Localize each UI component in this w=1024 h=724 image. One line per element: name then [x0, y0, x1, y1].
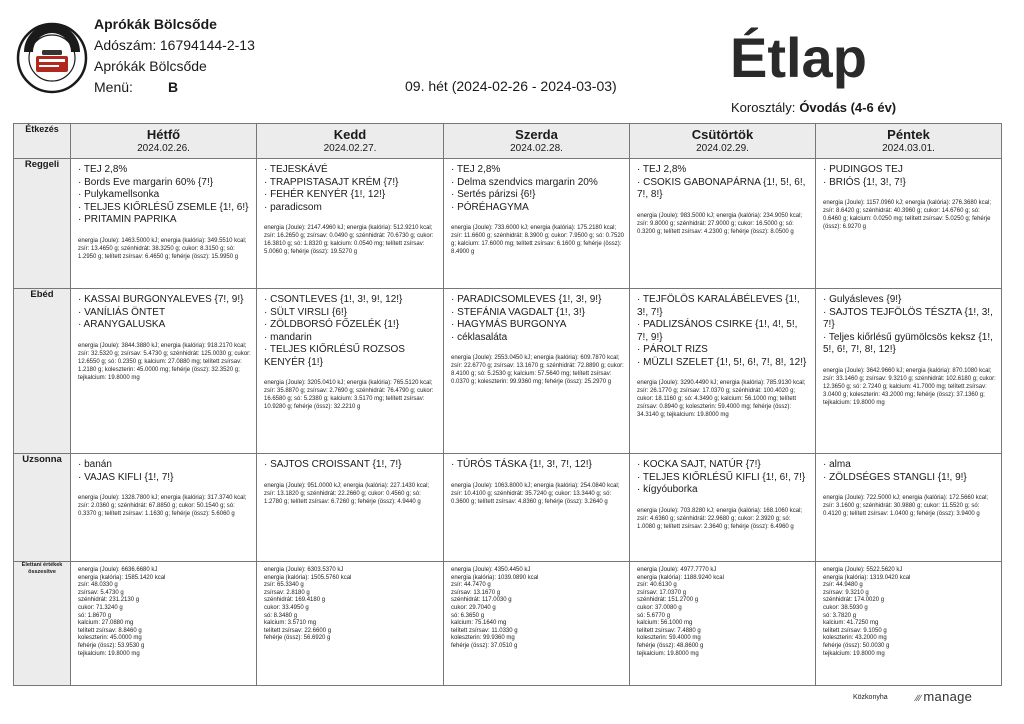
menu-item: · VANÍLIÁS ÖNTET: [78, 306, 166, 318]
summary-line: kalcium: 75.1640 mg: [451, 620, 507, 627]
summary-line: cukor: 33.4950 g: [264, 604, 309, 611]
footer-brand-label: manage: [923, 689, 973, 704]
menu-item: · banán: [78, 459, 112, 470]
menu-cell: [257, 159, 444, 289]
column-header-day: [444, 124, 630, 159]
summary-line: energia (kalória): 1188.9240 kcal: [637, 574, 724, 581]
day-date: 2024.03.01.: [882, 143, 935, 154]
column-header-day: [630, 124, 816, 159]
menu-item: · PÁROLT RIZS: [637, 344, 708, 355]
summary-line: kalcium: 56.1000 mg: [637, 620, 693, 627]
column-header-meal: Étkezés: [14, 124, 71, 159]
summary-line: cukor: 38.5930 g: [823, 604, 868, 611]
age-group: [731, 100, 896, 115]
menu-item: · TEJ 2,8%: [78, 164, 128, 175]
footer-left: Közkonyha: [853, 694, 888, 701]
menu-item: · FEHÉR KENYÉR {1!, 12!}: [264, 189, 386, 200]
menu-item: · CSOKIS GABONAPÁRNA {1!, 5!, 6!, 7!, 8!}: [637, 176, 806, 200]
summary-line: energia (kalória): 1319.0420 kcal: [823, 574, 911, 581]
summary-line: energia (Joule): 6636.6680 kJ: [78, 567, 158, 573]
nutrition-info: energia (Joule): 703.8280 kJ; energia (kalória): 168.1060 kcal; zsír: 4.6360 g; szénhidrát: 22.9680 g; cukor: 2.3920 g; só: 1.0080 g; telített zsírsav: 2.3640 g; fehérje (össz): 6.4960 g: [637, 507, 803, 530]
menu-cell: [444, 454, 630, 562]
summary-line: telített zsírsav: 22.6600 g: [264, 627, 332, 634]
summary-line: koleszterin: 45.0000 mg: [78, 635, 142, 642]
summary-line: zsírsav: 5.4730 g: [78, 589, 124, 596]
week-range: 09. hét (2024-02-26 - 2024-03-03): [405, 78, 617, 94]
summary-cell: [630, 562, 816, 686]
age-value: Óvodás (4-6 év): [799, 100, 897, 115]
menu-cell: [444, 159, 630, 289]
menu-item: · TÚRÓS TÁSKA {1!, 3!, 7!, 12!}: [451, 459, 592, 470]
menu-value: B: [168, 79, 179, 95]
menu-item: · SÜLT VIRSLI {6!}: [264, 306, 348, 318]
summary-line: zsírsav: 2.8180 g: [264, 589, 310, 596]
menu-item: · Teljes kiőrlésű gyümölcsös keksz {1!, 5!, 6!, 7!, 8!, 12!}: [823, 331, 993, 355]
table-row: [14, 454, 1002, 562]
menu-table: [13, 123, 1002, 686]
menu-item: · TELJES KIŐRLÉSŰ ZSEMLE {1!, 6!}: [78, 201, 249, 213]
summary-line: telített zsírsav: 7.4880 g: [637, 627, 701, 634]
summary-line: tejkalcium: 19.8000 mg: [637, 650, 699, 657]
organization-block: [94, 14, 414, 98]
summary-label: Élettani értékek összesítve: [14, 562, 71, 686]
menu-cell: [257, 454, 444, 562]
summary-line: kalcium: 27.0880 mg: [78, 620, 134, 627]
menu-item: · mandarin: [264, 331, 312, 343]
summary-cell: [444, 562, 630, 686]
day-date: 2024.02.26.: [137, 143, 190, 154]
summary-line: fehérje (össz): 56.6920 g: [264, 635, 331, 642]
summary-line: zsírsav: 13.1670 g: [451, 589, 501, 596]
menu-item: · PADLIZSÁNOS CSIRKE {1!, 4!, 5!, 7!, 9!}: [637, 319, 798, 343]
menu-item: · céklasaláta: [451, 331, 508, 343]
nutrition-info: energia (Joule): 3205.0410 kJ; energia (kalória): 765.5120 kcal; zsír: 35.8870 g; zsírsav: 2.7690 g; szénhidrát: 76.4790 g; cukor: 16.6580 g; só: 5.2380 g; kalcium: 3.5170 mg; telített zsírsav: 10.9280 g; fehérje (össz): 32.2210 g: [264, 380, 434, 410]
menu-cell: [816, 454, 1002, 562]
summary-line: telített zsírsav: 9.1050 g: [823, 627, 887, 634]
menu-cell: [630, 159, 816, 289]
summary-line: só: 6.3650 g: [451, 612, 485, 619]
org-name-secondary: Aprókák Bölcsőde: [94, 58, 207, 74]
menu-item: · ARANYGALUSKA: [78, 319, 166, 330]
day-name: Péntek: [887, 127, 930, 142]
nutrition-info: energia (Joule): 3844.3880 kJ; energia (kalória): 918.2170 kcal; zsír: 32.5320 g; zsírsav: 5.4730 g; szénhidrát: 125.0030 g; cukor: 12.6550 g; só: 0.2350 g; kalcium: 27.0880 mg; telített zsírsav: 1.2180 g; koleszterin: 45.0000 mg; fehérje (össz): 32.3520 g; tejkalcium: 19.8000 mg: [78, 342, 251, 381]
day-date: 2024.02.28.: [510, 143, 563, 154]
age-label: Korosztály:: [731, 100, 796, 115]
menu-item: · TEJ 2,8%: [451, 164, 501, 175]
menu-cell: [816, 159, 1002, 289]
summary-line: energia (Joule): 4350.4450 kJ: [451, 567, 531, 573]
day-name: Hétfő: [146, 127, 181, 142]
summary-line: energia (Joule): 4977.7770 kJ: [637, 567, 717, 573]
nutrition-info: energia (Joule): 1328.7800 kJ; energia (kalória): 317.3740 kcal; zsír: 2.0360 g; szénhidrát: 67.8850 g; cukor: 50.1540 g; só: 0.3370 g; telített zsírsav: 1.1630 g; fehérje (össz): 5.6060 g: [78, 495, 247, 517]
menu-item: · Pulykamellsonka: [78, 189, 160, 200]
summary-line: cukor: 37.0080 g: [637, 604, 682, 611]
tax-label: Adószám:: [94, 37, 157, 53]
meal-label: Ebéd: [14, 289, 71, 454]
summary-line: zsírsav: 9.3210 g: [823, 589, 869, 596]
meal-label: Uzsonna: [14, 454, 71, 562]
summary-line: só: 8.3480 g: [264, 612, 298, 619]
nutrition-info: energia (Joule): 1063.8000 kJ; energia (kalória): 254.0840 kcal; zsír: 10.4100 g; szénhidrát: 35.7240 g; cukor: 13.3440 g; só: 0.3600 g; telített zsírsav: 4.8360 g; fehérje (össz): 3.2640 g: [451, 482, 620, 505]
summary-row: [14, 562, 1002, 686]
table-row: [14, 159, 1002, 289]
summary-line: zsírsav: 17.0370 g: [637, 589, 687, 596]
menu-item: · paradicsom: [264, 201, 322, 213]
menu-cell: [630, 454, 816, 562]
summary-line: koleszterin: 99.9360 mg: [451, 635, 515, 642]
summary-line: energia (Joule): 6303.5370 kJ: [264, 567, 344, 573]
summary-cell: [816, 562, 1002, 686]
summary-line: szénhidrát: 174.0020 g: [823, 597, 885, 604]
menu-label: Menü:: [94, 79, 133, 95]
menu-item: · kígyóuborka: [637, 484, 698, 495]
menu-cell: [444, 289, 630, 454]
summary-line: cukor: 29.7040 g: [451, 604, 496, 611]
menu-item: · MÜZLI SZELET {1!, 5!, 6!, 7!, 8!, 12!}: [637, 356, 807, 368]
menu-item: · Sertés párizsi {6!}: [451, 189, 536, 200]
summary-cell: [257, 562, 444, 686]
summary-line: fehérje (össz): 50.0030 g: [823, 642, 890, 649]
summary-line: fehérje (össz): 37.0510 g: [451, 642, 518, 649]
summary-line: zsír: 40.6130 g: [637, 582, 677, 589]
summary-line: zsír: 65.3340 g: [264, 582, 304, 589]
meal-label: Reggeli: [14, 159, 71, 289]
summary-line: kalcium: 3.5710 mg: [264, 620, 317, 627]
menu-cell: [816, 289, 1002, 454]
menu-item: · PARADICSOMLEVES {1!, 3!, 9!}: [451, 294, 602, 305]
summary-line: fehérje (össz): 48.8600 g: [637, 642, 704, 649]
summary-line: zsír: 48.0330 g: [78, 582, 118, 589]
menu-item: · VAJAS KIFLI {1!, 7!}: [78, 471, 174, 483]
summary-line: fehérje (össz): 53.9530 g: [78, 642, 145, 649]
day-date: 2024.02.27.: [323, 143, 377, 154]
menu-item: · TEJFÖLÖS KARALÁBÉLEVES {1!, 3!, 7!}: [637, 294, 800, 318]
kozkonyha-logo: [16, 22, 88, 94]
summary-line: zsír: 44.7470 g: [451, 582, 491, 589]
menu-item: · TEJESKÁVÉ: [264, 164, 328, 175]
day-name: Kedd: [333, 127, 367, 142]
summary-line: koleszterin: 43.2000 mg: [823, 635, 887, 642]
summary-line: szénhidrát: 231.2130 g: [78, 597, 140, 604]
summary-line: energia (kalória): 1505.5760 kcal: [264, 574, 352, 581]
summary-line: só: 3.7820 g: [823, 612, 857, 619]
menu-cell: [71, 159, 257, 289]
menu-item: · TEJ 2,8%: [637, 164, 687, 175]
menu-item: · BRIÓS {1!, 3!, 7!}: [823, 176, 906, 188]
menu-item: · PÓRÉHAGYMA: [451, 201, 529, 213]
menu-cell: [630, 289, 816, 454]
day-name: Szerda: [515, 127, 558, 142]
menu-item: · KOCKA SAJT, NATÚR {7!}: [637, 459, 761, 470]
nutrition-info: energia (Joule): 1463.5000 kJ; energia (kalória): 349.5510 kcal; zsír: 13.4650 g; szénhidrát: 38.3250 g; cukor: 8.3150 g; só: 1.2950 g; telített zsírsav: 6.4650 g; fehérje (össz): 15.9950 g: [78, 237, 247, 260]
column-header-day: [257, 124, 444, 159]
summary-line: szénhidrát: 151.2700 g: [637, 597, 699, 604]
menu-item: · TELJES KIŐRLÉSŰ KIFLI {1!, 6!, 7!}: [637, 471, 806, 483]
nutrition-info: energia (Joule): 3642.9660 kJ; energia (kalória): 870.1080 kcal; zsír: 33.1460 g; zsírsav: 9.3210 g; szénhidrát: 102.6180 g; cukor: 12.3650 g; só: 2.7240 g; kalcium: 41.7000 mg; telített zsírsav: 3.0400 g; koleszterin: 43.2000 mg; fehérje (össz): 37.1360 g; tejkalcium: 19.8000 mg: [823, 367, 996, 406]
menu-cell: [71, 289, 257, 454]
tax-value: 16794144-2-13: [159, 37, 255, 53]
menu-item: · ZÖLDBORSÓ FŐZELÉK {1!}: [264, 319, 400, 330]
menu-item: · Bords Eve margarin 60% {7!}: [78, 176, 214, 188]
menu-item: · Delma szendvics margarin 20%: [451, 176, 598, 188]
footer-brand: [916, 689, 972, 704]
menu-item: · CSONTLEVES {1!, 3!, 9!, 12!}: [264, 294, 403, 305]
column-header-day: [816, 124, 1002, 159]
menu-item: · PRITAMIN PAPRIKA: [78, 214, 177, 225]
column-header-day: [71, 124, 257, 159]
menu-item: · ZÖLDSÉGES STANGLI {1!, 9!}: [823, 471, 967, 483]
menu-item: · Gulyásleves {9!}: [823, 294, 902, 305]
summary-line: koleszterin: 59.4000 mg: [637, 635, 701, 642]
menu-item: · SAJTOS CROISSANT {1!, 7!}: [264, 459, 402, 470]
summary-line: só: 5.6770 g: [637, 612, 671, 619]
nutrition-info: energia (Joule): 733.6000 kJ; energia (kalória): 175.2180 kcal; zsír: 11.6600 g; szénhidrát: 8.3900 g; cukor: 7.9500 g; só: 0.7520 g; kalcium: 17.6000 mg; telített zsírsav: 6.1600 g; fehérje (össz): 8.4900 g: [451, 225, 625, 255]
summary-line: telített zsírsav: 11.0330 g: [451, 627, 518, 634]
menu-item: · alma: [823, 459, 851, 470]
menu-item: · SAJTOS TEJFÖLÖS TÉSZTA {1!, 3!, 7!}: [823, 306, 993, 330]
summary-line: szénhidrát: 117.0030 g: [451, 597, 512, 604]
nutrition-info: energia (Joule): 2147.4960 kJ; energia (kalória): 512.9210 kcal; zsír: 16.2650 g; zsírsav: 0.0490 g; szénhidrát: 70.6730 g; cukor: 16.3810 g; só: 1.8320 g; kalcium: 0.0540 mg; telített zsírsav: 5.0060 g; fehérje (össz): 19.5270 g: [264, 225, 434, 255]
menu-item: · STEFÁNIA VAGDALT {1!, 3!}: [451, 306, 585, 318]
table-header-row: [14, 124, 1002, 159]
org-name: Aprókák Bölcsőde: [94, 16, 217, 32]
menu-item: · HAGYMÁS BURGONYA: [451, 319, 567, 330]
nutrition-info: energia (Joule): 722.5000 kJ; energia (kalória): 172.5660 kcal; zsír: 3.1600 g; szénhidrát: 30.9880 g; cukor: 11.5520 g; só: 0.4120 g; telített zsírsav: 1.0400 g; fehérje (össz): 3.9400 g: [823, 495, 989, 517]
nutrition-info: energia (Joule): 2553.0450 kJ; energia (kalória): 609.7870 kcal; zsír: 22.6770 g; zsírsav: 13.1670 g; szénhidrát: 72.8890 g; cukor: 8.4100 g; só: 5.2530 g; kalcium: 57.5640 mg; telített zsírsav: 0.0370 g; koleszterin: 99.9360 mg; fehérje (össz): 25.2970 g: [451, 355, 624, 385]
page-title: Étlap: [730, 26, 867, 89]
table-row: [14, 289, 1002, 454]
summary-line: só: 1.8670 g: [78, 612, 112, 619]
nutrition-info: energia (Joule): 951.0000 kJ; energia (kalória): 227.1430 kcal; zsír: 13.1820 g; szénhidrát: 22.2660 g; cukor: 0.4560 g; só: 1.2780 g; telített zsírsav: 6.7260 g; fehérje (össz): 4.9440 g: [264, 482, 430, 505]
manage-logo-icon: ∕∕∕: [916, 693, 922, 703]
summary-line: energia (kalória): 1039.0890 kcal: [451, 574, 539, 581]
summary-line: zsír: 44.9480 g: [823, 582, 863, 589]
summary-line: tejkalcium: 19.8000 mg: [823, 650, 885, 657]
summary-line: tejkalcium: 19.8000 mg: [78, 650, 140, 657]
menu-item: · PUDINGOS TEJ: [823, 164, 903, 175]
menu-item: · TELJES KIŐRLÉSŰ ROZSOS KENYÉR {1!}: [264, 344, 405, 368]
menu-cell: [257, 289, 444, 454]
day-date: 2024.02.29.: [696, 143, 749, 154]
nutrition-info: energia (Joule): 1157.0960 kJ; energia (kalória): 276.3680 kcal; zsír: 8.6420 g; szénhidrát: 40.3960 g; cukor: 14.6760 g; só: 0.6460 g; kalcium: 0.0250 mg; telített zsírsav: 5.0250 g; fehérje (össz): 6.9270 g: [823, 200, 991, 230]
summary-line: cukor: 71.3240 g: [78, 604, 123, 611]
summary-line: energia (Joule): 5522.5620 kJ: [823, 567, 903, 573]
summary-cell: [71, 562, 257, 686]
menu-item: · KASSAI BURGONYALEVES {7!, 9!}: [78, 294, 244, 305]
menu-cell: [71, 454, 257, 562]
summary-line: kalcium: 41.7250 mg: [823, 620, 879, 627]
nutrition-info: energia (Joule): 3290.4490 kJ; energia (kalória): 785.9130 kcal; zsír: 26.1770 g; zsírsav: 17.0370 g; szénhidrát: 100.4020 g; cukor: 18.1160 g; só: 4.3490 g; kalcium: 56.1000 mg; telített zsírsav: 0.8940 g; koleszterin: 59.4000 mg; fehérje (össz): 34.3140 g; tejkalcium: 19.8000 mg: [637, 380, 806, 418]
summary-line: szénhidrát: 169.4180 g: [264, 597, 326, 604]
summary-line: energia (kalória): 1585.1420 kcal: [78, 574, 166, 581]
nutrition-info: energia (Joule): 983.5000 kJ; energia (kalória): 234.9050 kcal; zsír: 9.8000 g; szénhidrát: 27.9000 g; cukor: 16.5000 g; só: 0.3200 g; telített zsírsav: 4.2300 g; fehérje (össz): 8.0500 g: [637, 212, 803, 235]
summary-line: telített zsírsav: 8.8460 g: [78, 627, 142, 634]
day-name: Csütörtök: [691, 127, 754, 142]
menu-item: · TRAPPISTASAJT KRÉM {7!}: [264, 176, 399, 188]
